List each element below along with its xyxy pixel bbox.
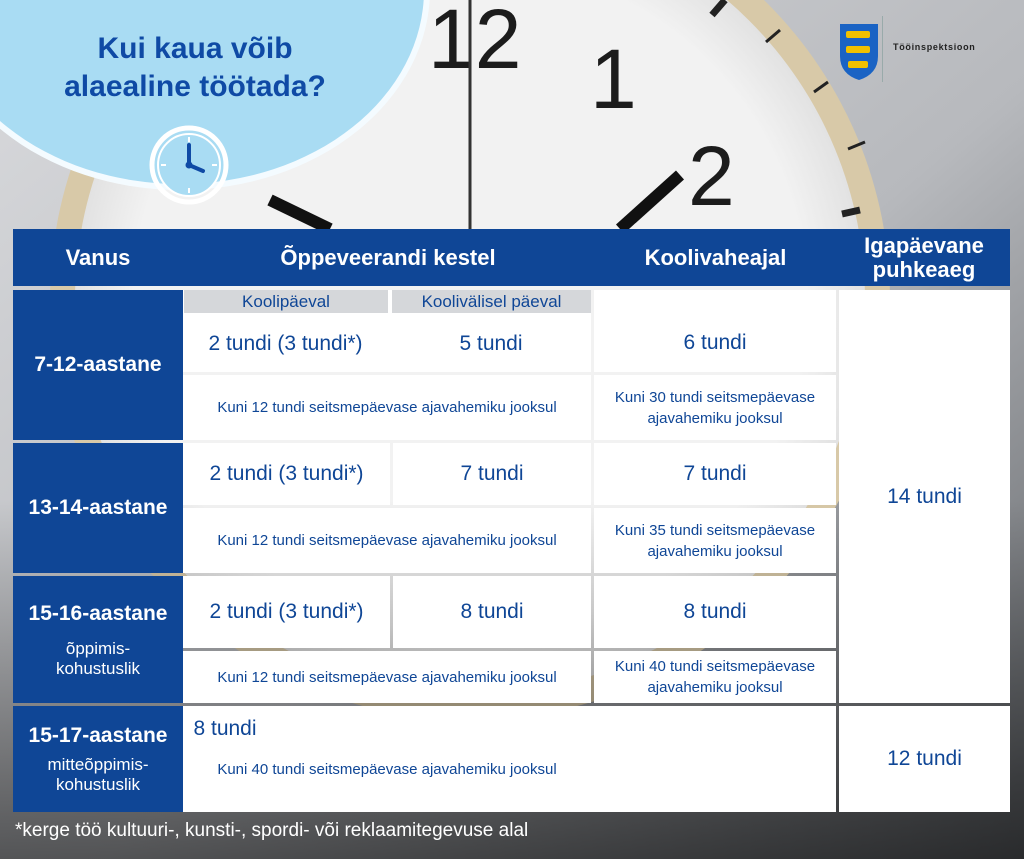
age-label: 7-12-aastane — [34, 353, 162, 376]
vacation-hours: 7 tundi — [594, 443, 836, 505]
vacation-weekly-limit: Kuni 40 tundi seitsmepäevase ajavahemiku jooksul — [594, 651, 836, 703]
header-school-term: Õppeveerandi kestel — [183, 229, 593, 286]
term-weekly-limit: Kuni 12 tundi seitsmepäevase ajavahemiku jooksul — [183, 651, 591, 703]
age-label: 15-16-aastane — [28, 601, 168, 625]
svg-text:12: 12 — [428, 0, 522, 86]
daily-rest-older: 12 tundi — [839, 706, 1010, 812]
daily-hours: 8 tundi — [185, 714, 265, 744]
svg-text:2: 2 — [688, 129, 735, 223]
non-school-day-hours: 5 tundi — [391, 315, 591, 372]
non-school-day-hours: 7 tundi — [393, 443, 591, 505]
coat-of-arms-icon — [838, 22, 998, 82]
age-label: 15-17-aastane — [28, 724, 168, 747]
organization-name: Tööinspektsioon — [893, 42, 976, 52]
header-age: Vanus — [13, 229, 183, 286]
age-cell — [13, 443, 183, 573]
age-note: mitteõppimis-kohustuslik — [47, 755, 149, 794]
age-cell — [13, 706, 183, 812]
school-day-hours: 2 tundi (3 tundi*) — [183, 443, 390, 505]
footnote: *kerge töö kultuuri-, kunsti-, spordi- või reklaamitegevuse alal — [15, 820, 529, 841]
daily-rest-young: 14 tundi — [839, 290, 1010, 703]
vacation-weekly-limit: Kuni 35 tundi seitsmepäevase ajavahemiku jooksul — [594, 508, 836, 573]
age-note: õppimis-kohustuslik — [55, 638, 141, 678]
school-day-hours: 2 tundi (3 tundi*) — [183, 315, 388, 372]
weekly-limit: Kuni 40 tundi seitsmepäevase ajavahemiku jooksul — [183, 757, 591, 781]
work-hours-table — [13, 229, 1010, 812]
age-label: 13-14-aastane — [28, 496, 168, 519]
term-weekly-limit: Kuni 12 tundi seitsmepäevase ajavahemiku jooksul — [183, 375, 591, 440]
age-cell — [13, 290, 183, 440]
logo-separator — [882, 16, 883, 82]
header-daily-rest: Igapäevane puhkeaeg — [838, 229, 1010, 286]
page-title: Kui kaua võib alaealine töötada? — [64, 32, 326, 103]
term-weekly-limit: Kuni 12 tundi seitsmepäevase ajavahemiku jooksul — [183, 508, 591, 573]
svg-text:1: 1 — [590, 32, 637, 126]
school-day-hours: 2 tundi (3 tundi*) — [183, 576, 390, 648]
age-cell — [13, 576, 183, 703]
clock-icon — [147, 123, 231, 207]
vacation-hours: 6 tundi — [594, 290, 836, 372]
vacation-hours: 8 tundi — [594, 576, 836, 648]
vacation-weekly-limit: Kuni 30 tundi seitsmepäevase ajavahemiku jooksul — [594, 375, 836, 440]
non-school-day-hours: 8 tundi — [393, 576, 591, 648]
sublabel-non-school-day: Koolivälisel päeval — [392, 290, 591, 313]
sublabel-school-day: Koolipäeval — [184, 290, 388, 313]
header-vacation: Koolivaheajal — [593, 229, 838, 286]
